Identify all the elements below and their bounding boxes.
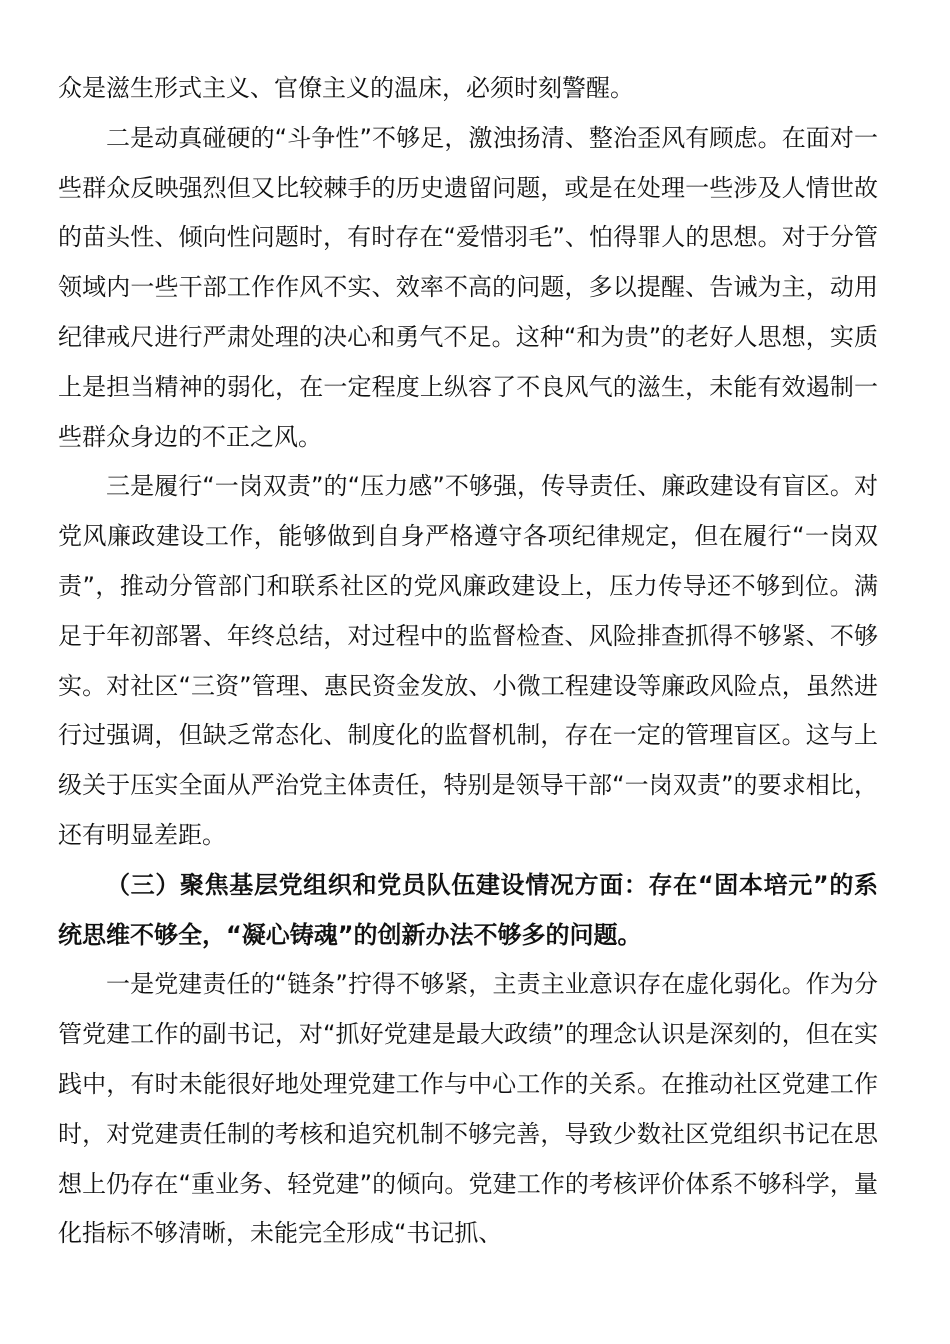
- document-body: [58, 64, 878, 1259]
- paragraph-point-two: 二是动真碰硬的“斗争性”不够足，激浊扬清、整治歪风有顾虑。在面对一些群众反映强烈但又比较棘手的历史遗留问题，或是在处理一些涉及人情世故的苗头性、倾向性问题时，有时存在“爱惜羽毛”、怕得罪人的思想。对于分管领域内一些干部工作作风不实、效率不高的问题，多以提醒、告诫为主，动用纪律戒尺进行严肃处理的决心和勇气不足。这种“和为贵”的老好人思想，实质上是担当精神的弱化，在一定程度上纵容了不良风气的滋生，未能有效遏制一些群众身边的不正之风。: [58, 123, 878, 451]
- paragraph-point-three: 三是履行“一岗双责”的“压力感”不够强，传导责任、廉政建设有盲区。对党风廉政建设工作，能够做到自身严格遵守各项纪律规定，但在履行“一岗双责”，推动分管部门和联系社区的党风廉政建设上，压力传导还不够到位。满足于年初部署、年终总结，对过程中的监督检查、风险排查抓得不够紧、不够实。对社区“三资”管理、惠民资金发放、小微工程建设等廉政风险点，虽然进行过强调，但缺乏常态化、制度化的监督机制，存在一定的管理盲区。这与上级关于压实全面从严治党主体责任，特别是领导干部“一岗双责”的要求相比，还有明显差距。: [58, 472, 878, 849]
- paragraph-continuation: 众是滋生形式主义、官僚主义的温床，必须时刻警醒。: [58, 74, 634, 102]
- section-heading-three: （三）聚焦基层党组织和党员队伍建设情况方面：存在“固本培元”的系统思维不够全，“凝心铸魂”的创新办法不够多的问题。: [58, 870, 878, 949]
- paragraph-point-one: 一是党建责任的“链条”拧得不够紧，主责主业意识存在虚化弱化。作为分管党建工作的副书记，对“抓好党建是最大政绩”的理念认识是深刻的，但在实践中，有时未能很好地处理党建工作与中心工作的关系。在推动社区党建工作时，对党建责任制的考核和追究机制不够完善，导致少数社区党组织书记在思想上仍存在“重业务、轻党建”的倾向。党建工作的考核评价体系不够科学，量化指标不够清晰，未能完全形成“书记抓、: [58, 970, 878, 1248]
